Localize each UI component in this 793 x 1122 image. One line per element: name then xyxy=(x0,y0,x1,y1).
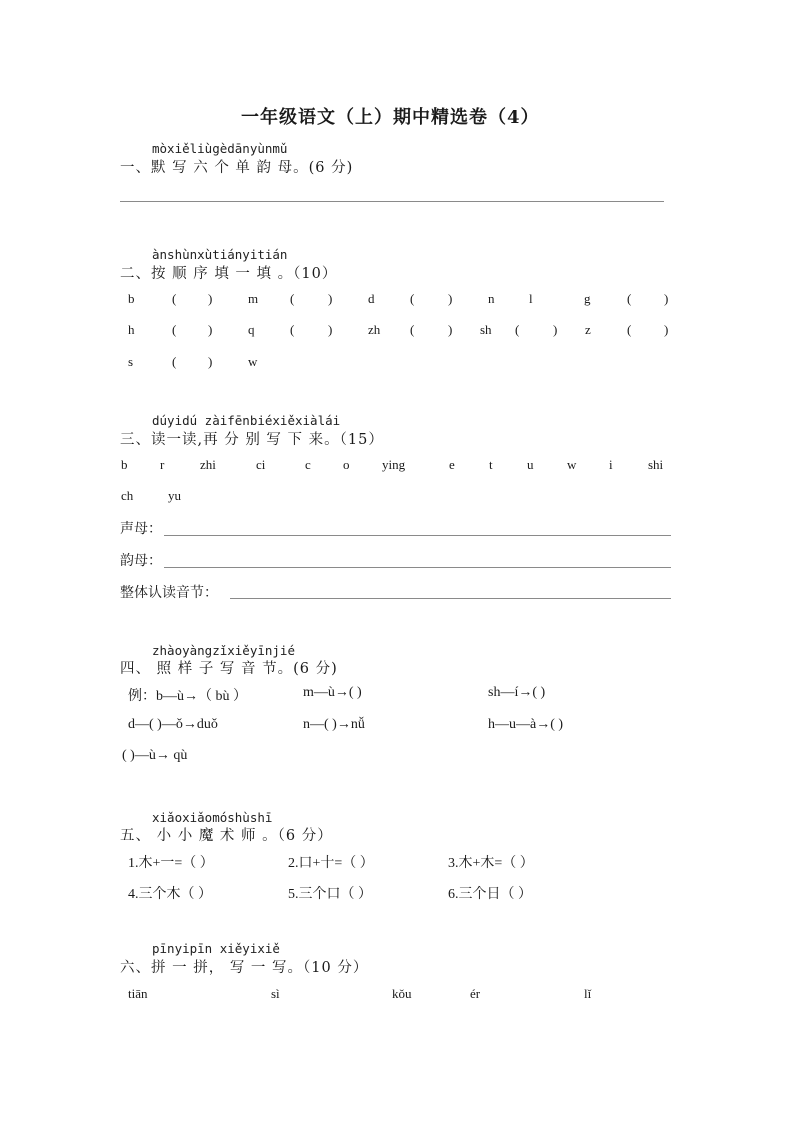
letter: zhi xyxy=(200,457,216,472)
blank-open[interactable]: ( xyxy=(172,322,177,337)
page-title: 一年级语文（上）期中精选卷（4） xyxy=(241,107,540,128)
magic-item-3[interactable]: 3.木+木=（ ） xyxy=(448,856,534,871)
syllable-blank[interactable]: ( )—ù→ qù xyxy=(122,748,188,763)
magic-item-6[interactable]: 6.三个日（ ） xyxy=(448,887,532,902)
pinyin-word: ér xyxy=(470,986,481,1001)
letter: zh xyxy=(368,322,381,337)
letter: ci xyxy=(256,457,266,472)
blank-close[interactable]: ) xyxy=(328,322,333,337)
section-5-pinyin: xiǎoxiǎomóshùshī xyxy=(152,810,273,825)
blank-open[interactable]: ( xyxy=(515,322,520,337)
letter: r xyxy=(160,457,165,472)
blank-open[interactable]: ( xyxy=(290,291,295,306)
letter: shi xyxy=(648,457,664,472)
blank-open[interactable]: ( xyxy=(627,291,632,306)
letter: c xyxy=(305,457,311,472)
syllable-blank[interactable]: sh—í→( ) xyxy=(488,685,546,700)
blank-close[interactable]: ) xyxy=(208,322,213,337)
syllable-blank[interactable]: n—( )→nǚ xyxy=(303,717,365,732)
blank-close[interactable]: ) xyxy=(448,291,453,306)
section-4-heading: 四、 照 样 子 写 音 节。(6 分) xyxy=(120,661,338,677)
letter: d xyxy=(368,291,375,306)
section-2-heading: 二、按 顺 序 填 一 填 。（10） xyxy=(120,266,338,282)
section-1-pinyin: mòxiěliùgèdānyùnmǔ xyxy=(152,141,288,156)
syllable-blank[interactable]: d—( )—ǒ→duǒ xyxy=(128,717,218,732)
blank-close[interactable]: ) xyxy=(208,354,213,369)
magic-item-5[interactable]: 5.三个口（ ） xyxy=(288,887,372,902)
section-1-answer-line[interactable] xyxy=(120,201,664,202)
finals-label: 韵母： xyxy=(120,553,162,569)
section-6-pinyin: pīnyipīn xiěyixiě xyxy=(152,941,280,956)
whole-syllables-answer-line[interactable] xyxy=(230,598,671,599)
blank-open[interactable]: ( xyxy=(290,322,295,337)
letter: ch xyxy=(121,488,134,503)
initials-answer-line[interactable] xyxy=(164,535,671,536)
magic-item-2[interactable]: 2.口+十=（ ） xyxy=(288,856,374,871)
letter: i xyxy=(609,457,613,472)
blank-close[interactable]: ) xyxy=(664,322,669,337)
initials-label: 声母： xyxy=(120,521,162,537)
section-4-pinyin: zhàoyàngzǐxiěyīnjié xyxy=(152,643,295,658)
pinyin-word: lǐ xyxy=(584,986,592,1001)
letter: sh xyxy=(480,322,492,337)
blank-close[interactable]: ) xyxy=(208,291,213,306)
blank-close[interactable]: ) xyxy=(664,291,669,306)
pinyin-word: sì xyxy=(271,986,280,1001)
blank-open[interactable]: ( xyxy=(172,291,177,306)
letter: w xyxy=(248,354,258,369)
letter: e xyxy=(449,457,455,472)
pinyin-word: tiān xyxy=(128,986,148,1001)
blank-close[interactable]: ) xyxy=(448,322,453,337)
magic-item-4[interactable]: 4.三个木（ ） xyxy=(128,887,212,902)
blank-open[interactable]: ( xyxy=(627,322,632,337)
letter: q xyxy=(248,322,255,337)
letter: z xyxy=(585,322,591,337)
section-1-heading: 一、默 写 六 个 单 韵 母。(6 分) xyxy=(120,160,354,176)
finals-answer-line[interactable] xyxy=(164,567,671,568)
section-6-heading: 六、拼 一 拼， 写 一 写。（10 分） xyxy=(120,960,369,976)
letter: s xyxy=(128,354,134,369)
letter: t xyxy=(489,457,493,472)
letter: g xyxy=(584,291,591,306)
syllable-blank[interactable]: h—u—à→( ) xyxy=(488,717,564,732)
syllable-blank[interactable]: m—ù→( ) xyxy=(303,685,362,700)
letter: l xyxy=(529,291,533,306)
letter: m xyxy=(248,291,259,306)
letter: w xyxy=(567,457,577,472)
letter: yu xyxy=(168,488,181,503)
example-item: 例：b—ù→（ bù ） xyxy=(128,689,247,704)
pinyin-word: kǒu xyxy=(392,986,412,1001)
letter: ying xyxy=(382,457,406,472)
letter: o xyxy=(343,457,350,472)
blank-open[interactable]: ( xyxy=(410,322,415,337)
letter: b xyxy=(128,291,135,306)
blank-open[interactable]: ( xyxy=(410,291,415,306)
magic-item-1[interactable]: 1.木+一=（ ） xyxy=(128,856,214,871)
whole-syllables-label: 整体认读音节： xyxy=(120,585,218,601)
letter: u xyxy=(527,457,534,472)
section-3-pinyin: dúyidú zàifēnbiéxiěxiàlái xyxy=(152,413,341,428)
section-5-heading: 五、 小 小 魔 术 师 。（6 分） xyxy=(120,828,333,844)
section-3-heading: 三、读一读,再 分 别 写 下 来。（15） xyxy=(120,432,384,448)
letter: n xyxy=(488,291,495,306)
letter: h xyxy=(128,322,135,337)
blank-open[interactable]: ( xyxy=(172,354,177,369)
blank-close[interactable]: ) xyxy=(553,322,558,337)
section-2-pinyin: ànshùnxùtiányitián xyxy=(152,247,288,262)
blank-close[interactable]: ) xyxy=(328,291,333,306)
letter: b xyxy=(121,457,128,472)
